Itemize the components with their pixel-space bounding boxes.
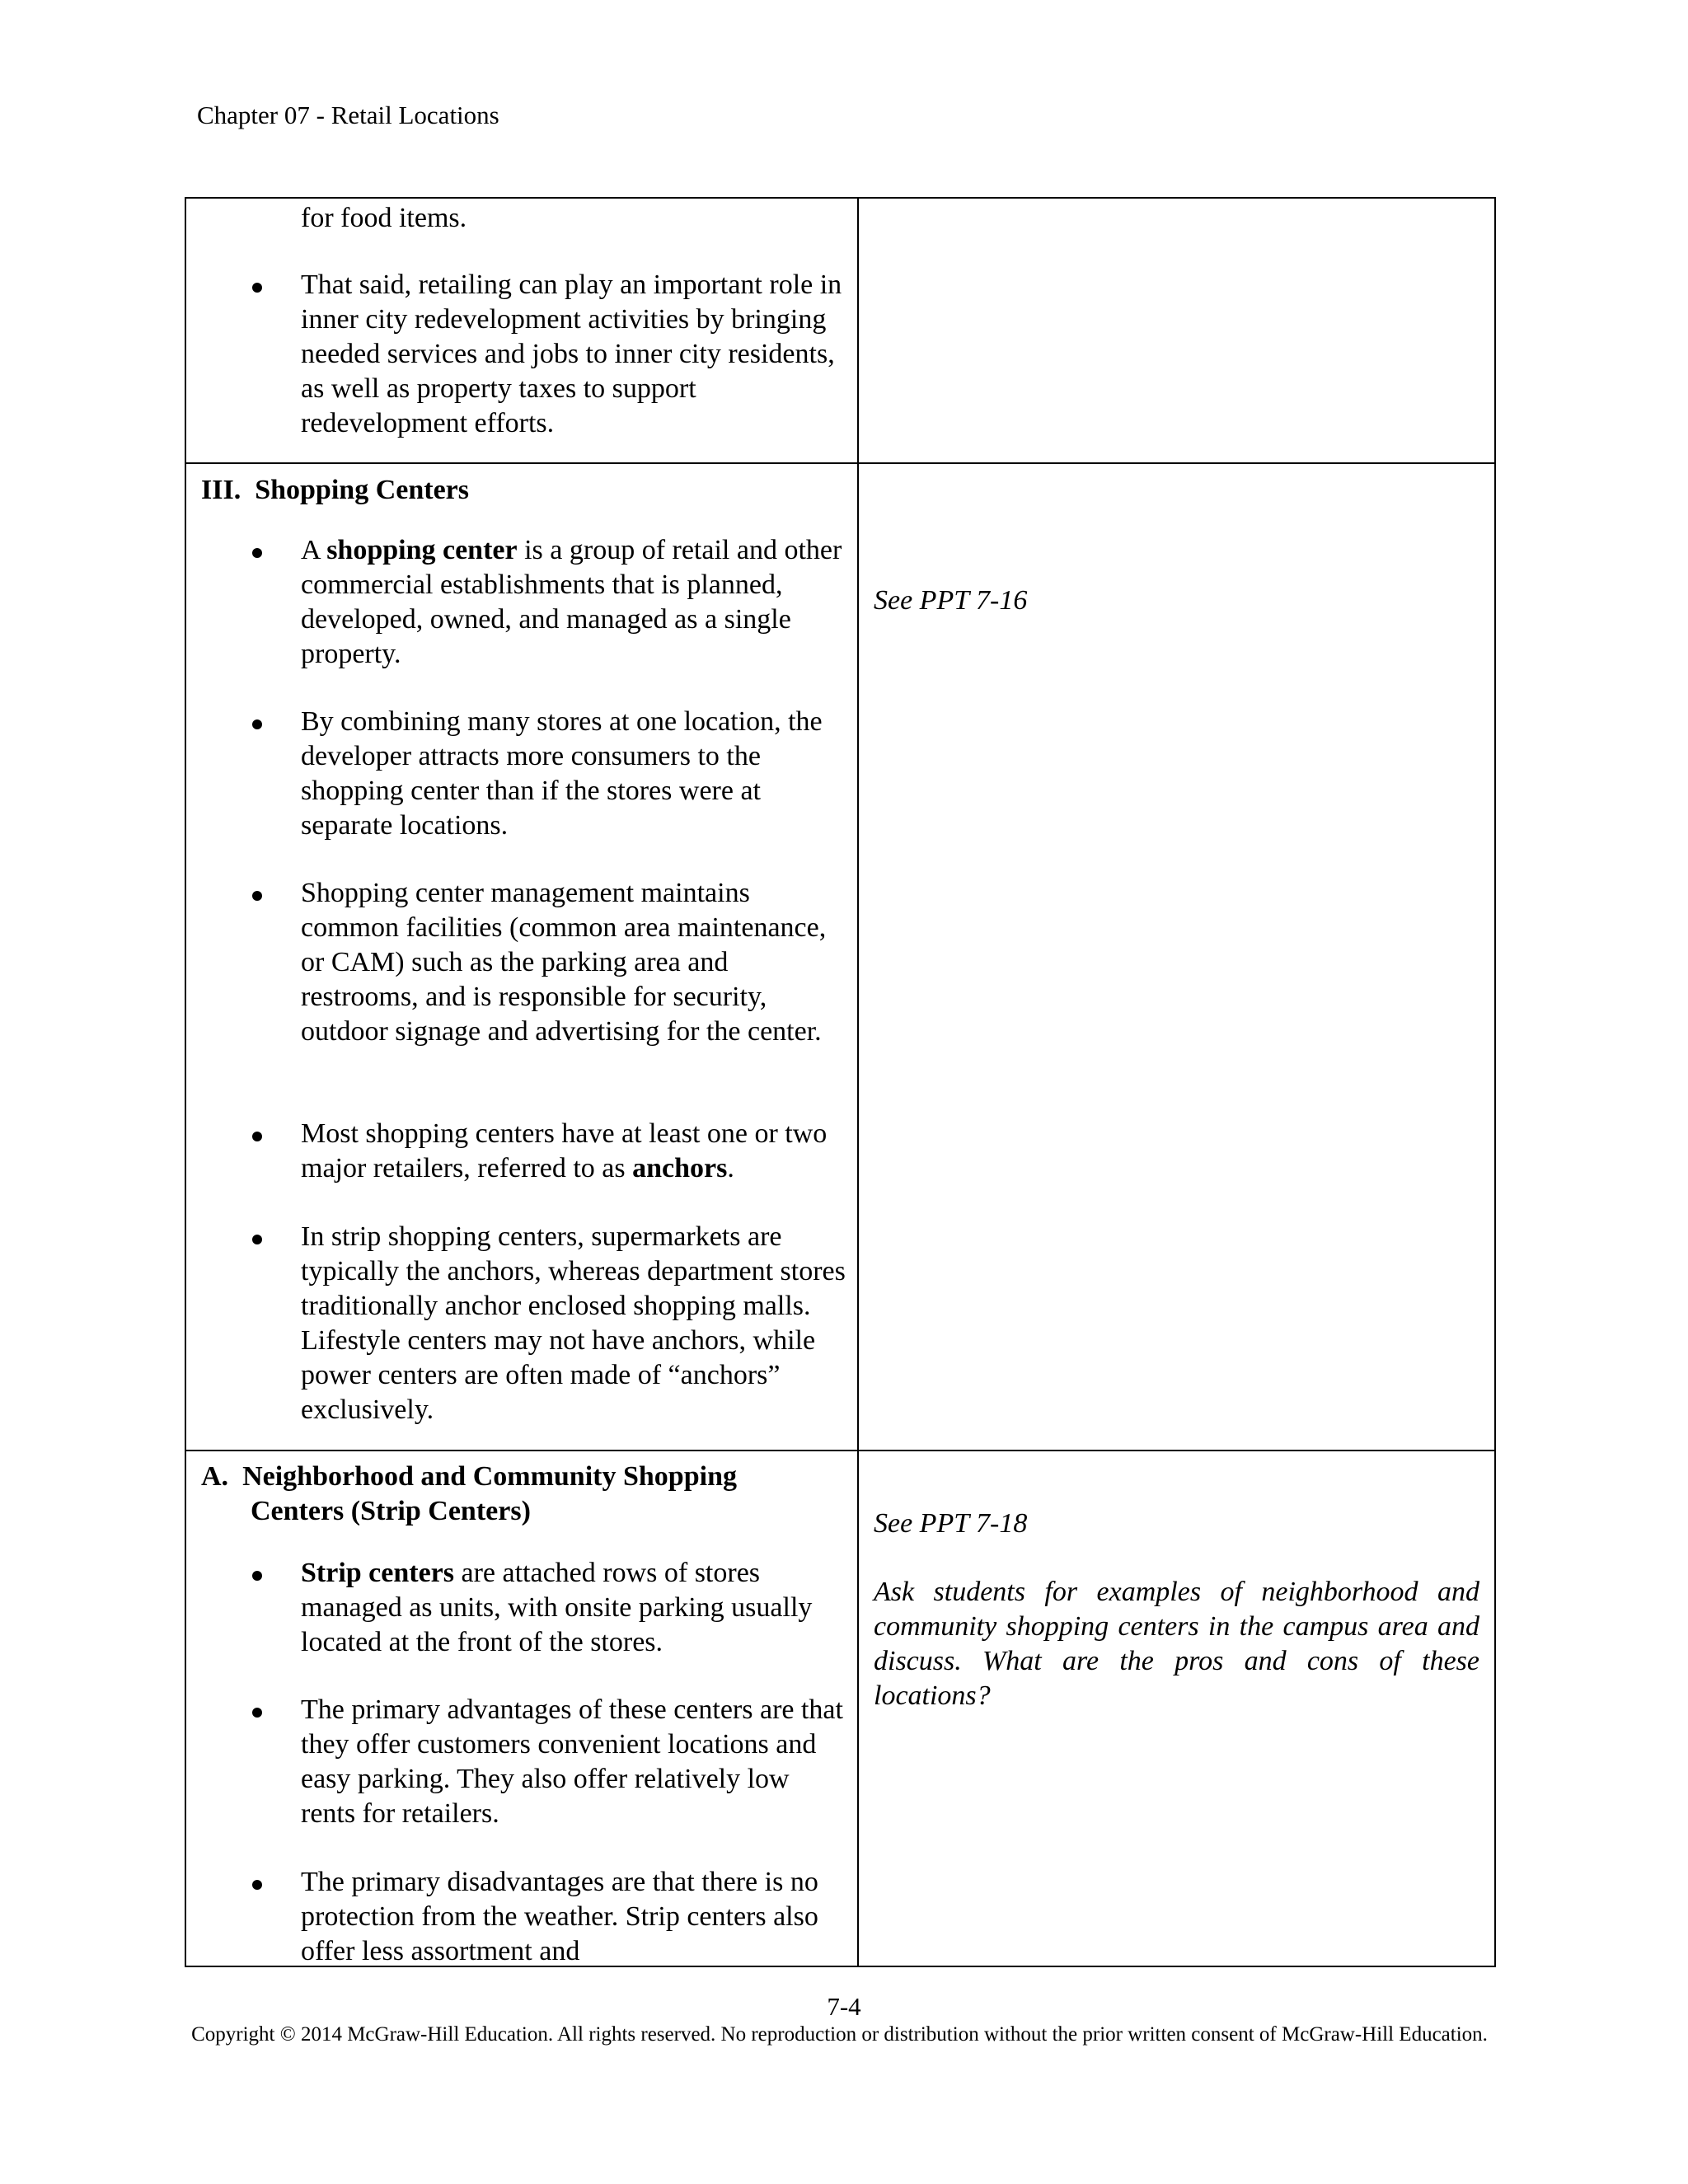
- bullet-text: A shopping center is a group of retail and other commercial establishments that is planned, developed, owned, and managed as a single property.: [301, 535, 842, 669]
- section-number: III.: [201, 475, 241, 505]
- bullet-text: The primary advantages of these centers are that they offer customers convenient locations and easy parking. They also offer relatively low rents for retailers.: [301, 1694, 843, 1829]
- section-title-continued: Centers (Strip Centers): [251, 1496, 531, 1526]
- notes-cell: [858, 463, 1495, 1451]
- term-anchors: anchors: [632, 1153, 728, 1183]
- bullet-text: Shopping center management maintains common facilities (common area maintenance, or CAM) such as the parking area and restrooms, and is responsible for security, outdoor signage and advertising for the center.: [301, 878, 827, 1047]
- bullet-text: Most shopping centers have at least one or two major retailers, referred to as anchors.: [301, 1118, 828, 1183]
- bullet-text: By combining many stores at one location, the developer attracts more consumers to the shopping center than if the stores were at separate locations.: [301, 706, 823, 841]
- lecture-notes-table: [185, 197, 1496, 1967]
- page-number: 7-4: [827, 1992, 861, 2021]
- section-heading: [201, 473, 469, 508]
- notes-cell: [858, 198, 1495, 463]
- outline-cell: [185, 1451, 858, 1966]
- bullet-icon: [252, 283, 262, 293]
- table-row: [185, 463, 1495, 1451]
- bullet-text: Strip centers are attached rows of stores managed as units, with onsite parking usually located at the front of the stores.: [301, 1558, 813, 1657]
- ppt-reference: See PPT 7-18: [874, 1508, 1028, 1539]
- bullet-text: In strip shopping centers, supermarkets are typically the anchors, whereas department stores traditionally anchor enclosed shopping malls. Lifestyle centers may not have anchors, while power centers are often made of “anchors” exclusively.: [301, 1221, 846, 1425]
- term-strip-centers: Strip centers: [301, 1558, 455, 1588]
- section-heading: [201, 1460, 737, 1494]
- outline-cell: [185, 198, 858, 463]
- bullet-icon: [252, 1708, 262, 1718]
- bullet-text: That said, retailing can play an important role in inner city redevelopment activities by bringing needed services and jobs to inner city residents, as well as property taxes to support redevelopment efforts.: [301, 269, 842, 438]
- outline-cell: [185, 463, 858, 1451]
- section-title: Shopping Centers: [255, 475, 469, 505]
- bullet-icon: [252, 1132, 262, 1141]
- bullet-icon: [252, 1571, 262, 1581]
- bullet-icon: [252, 719, 262, 729]
- notes-cell: [858, 1451, 1495, 1966]
- chapter-header: Chapter 07 - Retail Locations: [197, 101, 499, 129]
- section-title: Neighborhood and Community Shopping: [242, 1461, 737, 1492]
- bullet-icon: [252, 891, 262, 901]
- bullet-text: The primary disadvantages are that there is no protection from the weather. Strip centers also offer less assortment and: [301, 1867, 818, 1966]
- term-shopping-center: shopping center: [326, 535, 518, 565]
- bullet-icon: [252, 1235, 262, 1244]
- bullet-icon: [252, 1880, 262, 1890]
- bullet-icon: [252, 548, 262, 558]
- copyright-notice: Copyright © 2014 McGraw-Hill Education. All rights reserved. No reproduction or distribution without the prior written consent of McGraw-Hill Education.: [191, 2023, 1488, 2046]
- table-row: [185, 1451, 1495, 1966]
- discussion-prompt: Ask students for examples of neighborhood and community shopping centers in the campus area and discuss. What are the pros and cons of these locations?: [874, 1577, 1479, 1711]
- section-number: A.: [201, 1461, 229, 1492]
- ppt-reference: See PPT 7-16: [874, 585, 1028, 616]
- table-row: [185, 198, 1495, 463]
- continuation-text: for food items.: [301, 203, 467, 233]
